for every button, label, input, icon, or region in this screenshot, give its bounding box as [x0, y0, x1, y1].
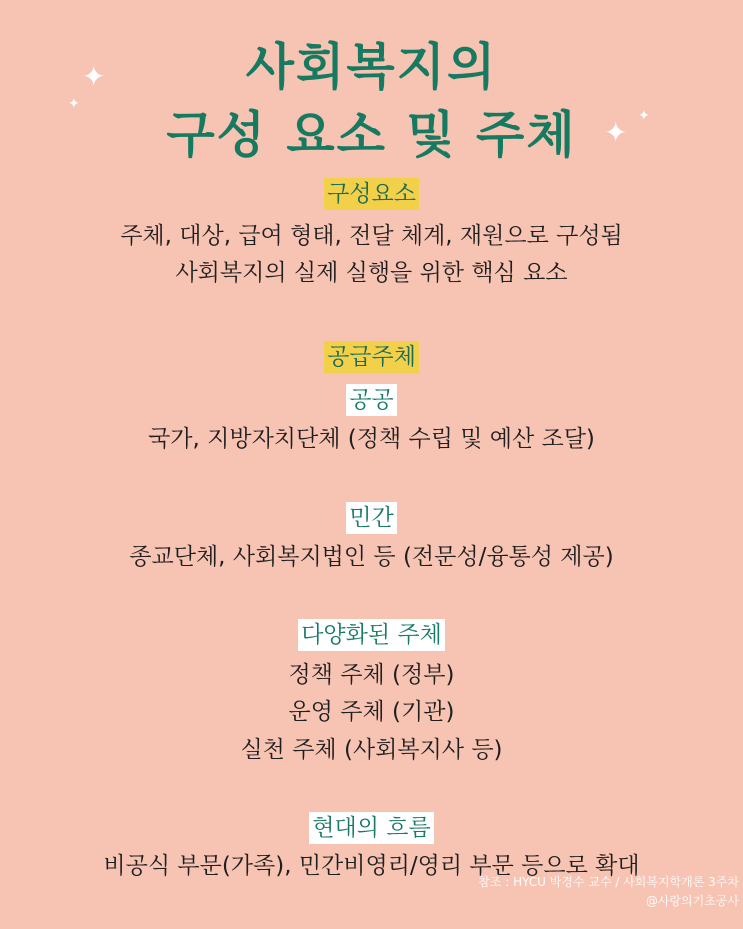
components-line: 주체, 대상, 급여 형태, 전달 체계, 재원으로 구성됨: [120, 223, 623, 249]
diverse-heading-wrap: [0, 619, 743, 651]
sparkle-icon: ✦: [604, 116, 628, 149]
diverse-line: 실천 주체 (사회복지사 등): [240, 737, 503, 763]
private-line: 종교단체, 사회복지법인 등 (전문성/융통성 제공): [129, 544, 614, 570]
source-credit: 참조 : HYCU 박경수 교수 / 사회복지학개론 3주차: [478, 875, 739, 889]
private-heading-wrap: [0, 502, 743, 534]
private-heading: 민간: [346, 502, 396, 534]
supply-heading-wrap: [0, 341, 743, 373]
page-title-line2: 구성 요소 및 주체: [166, 106, 577, 164]
modern-heading: 현대의 흐름: [309, 812, 433, 844]
sparkle-icon: ✦: [68, 96, 80, 112]
supply-heading: 공급주체: [324, 341, 419, 373]
sparkle-icon: ✦: [638, 108, 650, 124]
components-heading-wrap: [0, 178, 743, 210]
diverse-line: 운영 주체 (기관): [288, 699, 455, 725]
public-heading-wrap: [0, 384, 743, 416]
sparkle-icon: ✦: [82, 60, 106, 93]
public-heading: 공공: [346, 384, 396, 416]
author-handle: @사랑의기초공사: [645, 894, 739, 908]
diverse-heading: 다양화된 주체: [298, 619, 445, 651]
diverse-line: 정책 주체 (정부): [288, 662, 455, 688]
page-title-line1: 사회복지의: [245, 38, 498, 96]
modern-line: 비공식 부문(가족), 민간비영리/영리 부문 등으로 확대: [103, 853, 640, 879]
public-line: 국가, 지방자치단체 (정책 수립 및 예산 조달): [148, 426, 595, 452]
components-line: 사회복지의 실제 실행을 위한 핵심 요소: [175, 260, 568, 286]
components-heading: 구성요소: [324, 178, 419, 210]
modern-heading-wrap: [0, 812, 743, 844]
